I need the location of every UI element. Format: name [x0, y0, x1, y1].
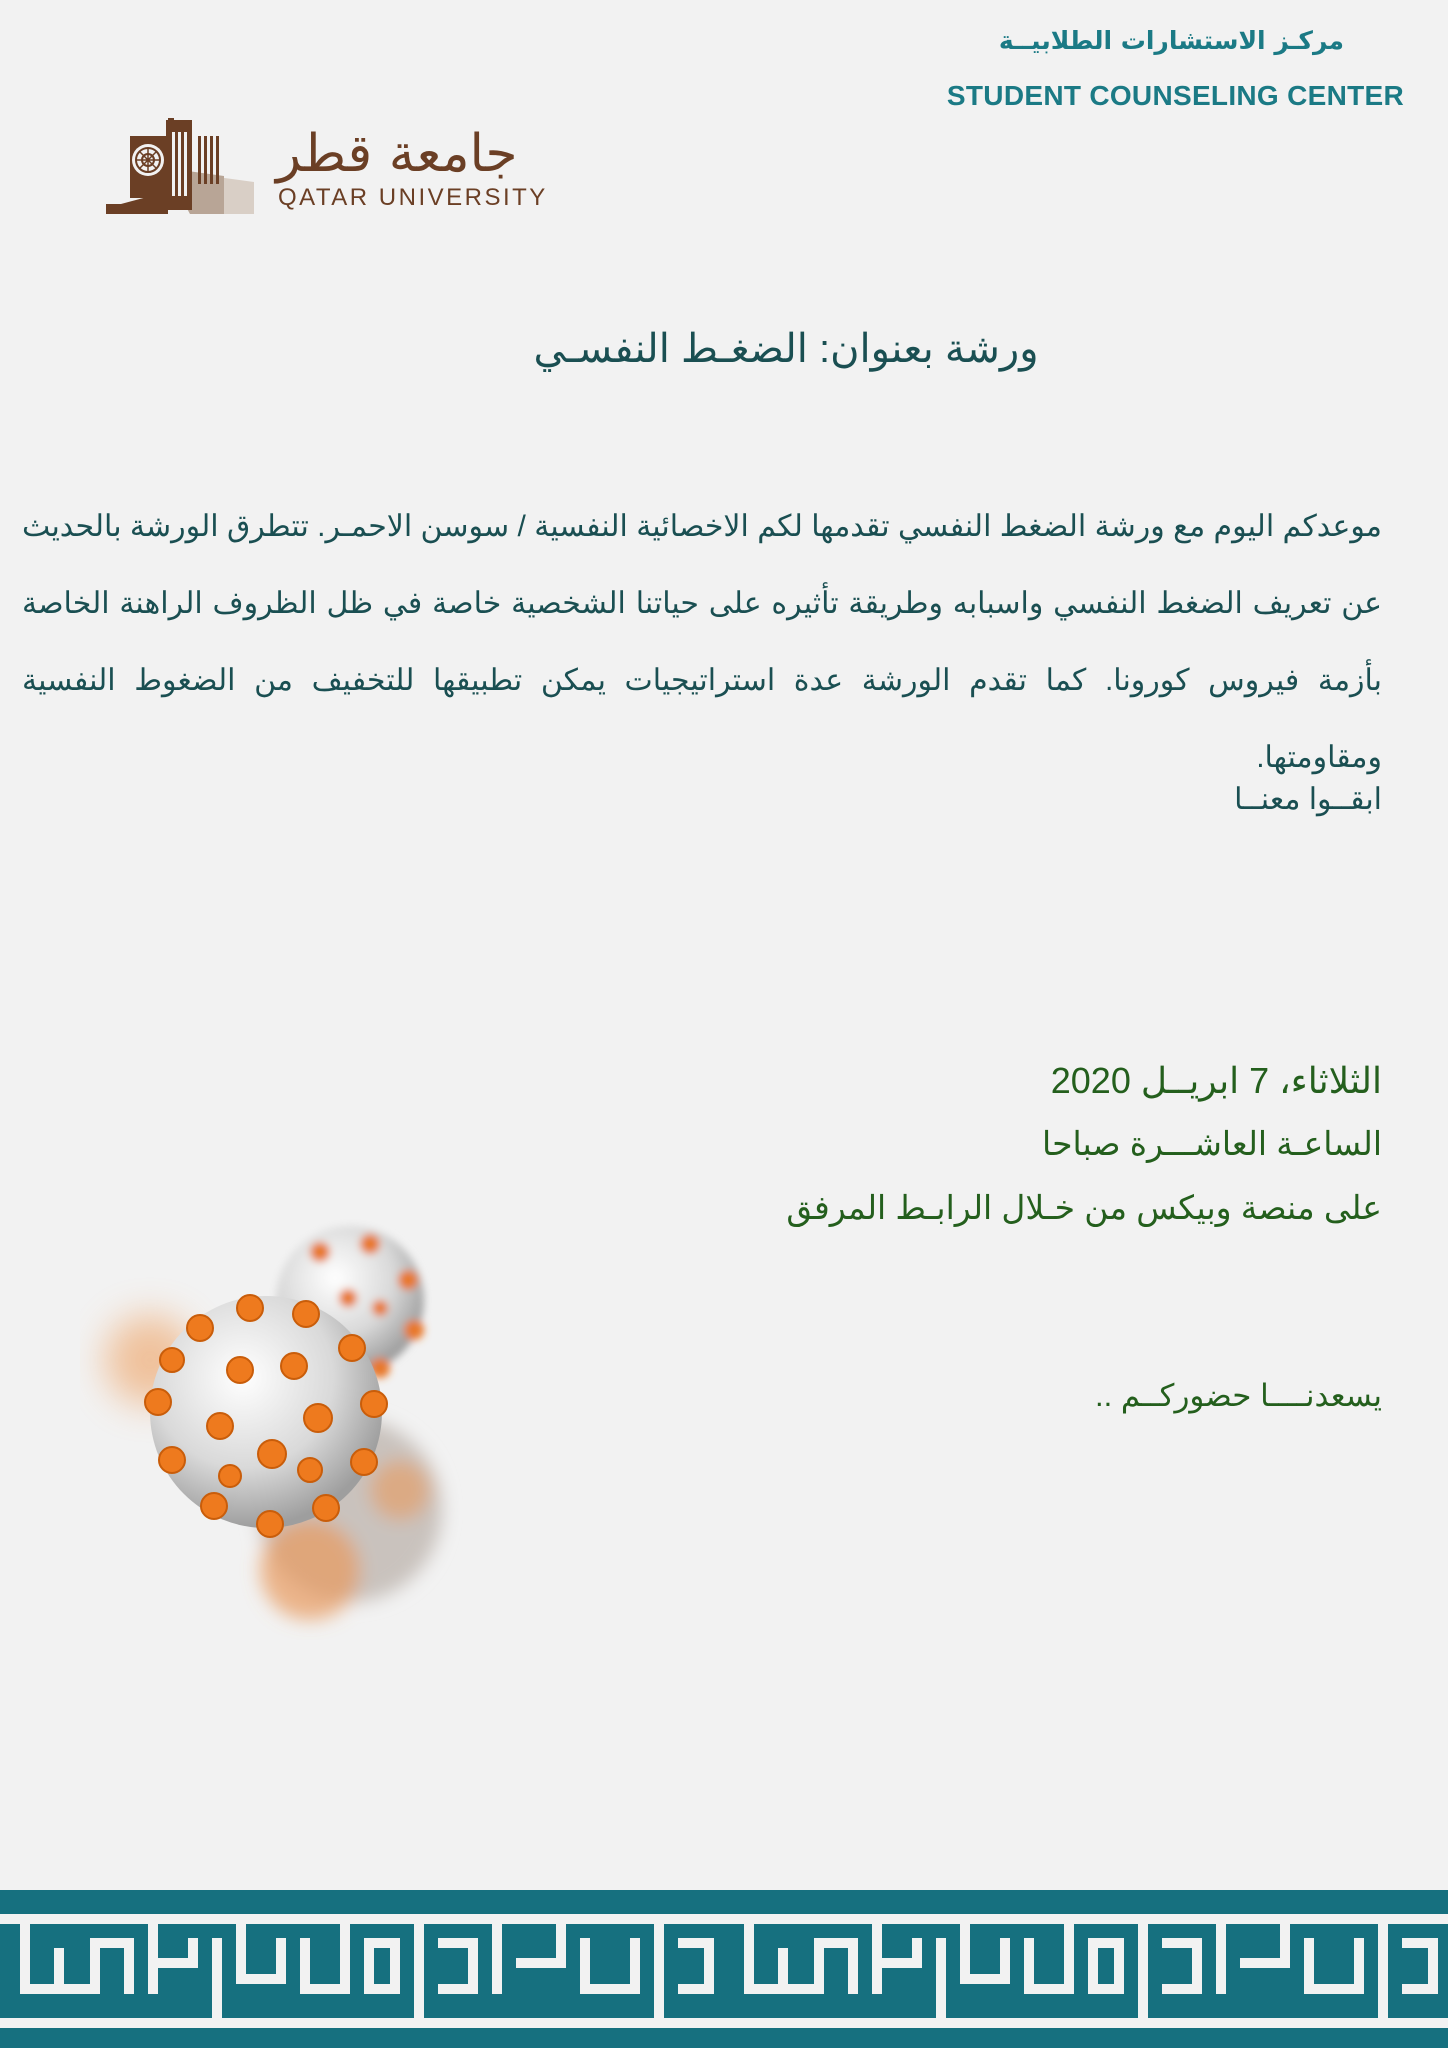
qatar-university-logo: [106, 118, 566, 218]
kufic-pattern-icon: [0, 1890, 1448, 2048]
center-name-english: STUDENT COUNSELING CENTER: [946, 80, 1404, 111]
closing-text: يسعدنــــا حضوركــم ..: [1095, 1378, 1382, 1413]
logo-name-english: QATAR UNIVERSITY: [278, 184, 548, 211]
stay-with-us-text: ابقــوا معنــا: [1234, 783, 1382, 816]
event-details: [482, 1050, 1382, 1240]
qatar-university-emblem-icon: [106, 118, 254, 214]
center-name-arabic: مركـز الاستشارات الطلابيــة: [998, 26, 1344, 55]
event-date: الثلاثاء، 7 ابريــل 2020: [1050, 1060, 1382, 1101]
logo-name-arabic: جامعة قطر: [276, 124, 518, 184]
event-time: الساعـة العاشـــرة صباحا: [1042, 1125, 1382, 1162]
page-title: ورشة بعنوان: الضغـط النفسـي: [533, 327, 1039, 371]
event-platform: على منصة وبيكس من خـلال الرابـط المرفق: [786, 1189, 1382, 1226]
coronavirus-illustration-icon: [80, 1190, 500, 1650]
workshop-description: موعدكم اليوم مع ورشة الضغط النفسي تقدمها لكم الاخصائية النفسية / سوسن الاحمـر. تتطرق الورشة بالحديث عن تعريف الضغط النفسي واسبابه وطريقة تأثيره على حياتنا الشخصية خاصة في ظل الظروف الراهنة الخاصة بأزمة فيروس كورونا. كما تقدم الورشة عدة استراتيجيات يمكن تطبيقها للتخفيف من الضغوط النفسية ومقاومتها.: [22, 510, 1382, 774]
